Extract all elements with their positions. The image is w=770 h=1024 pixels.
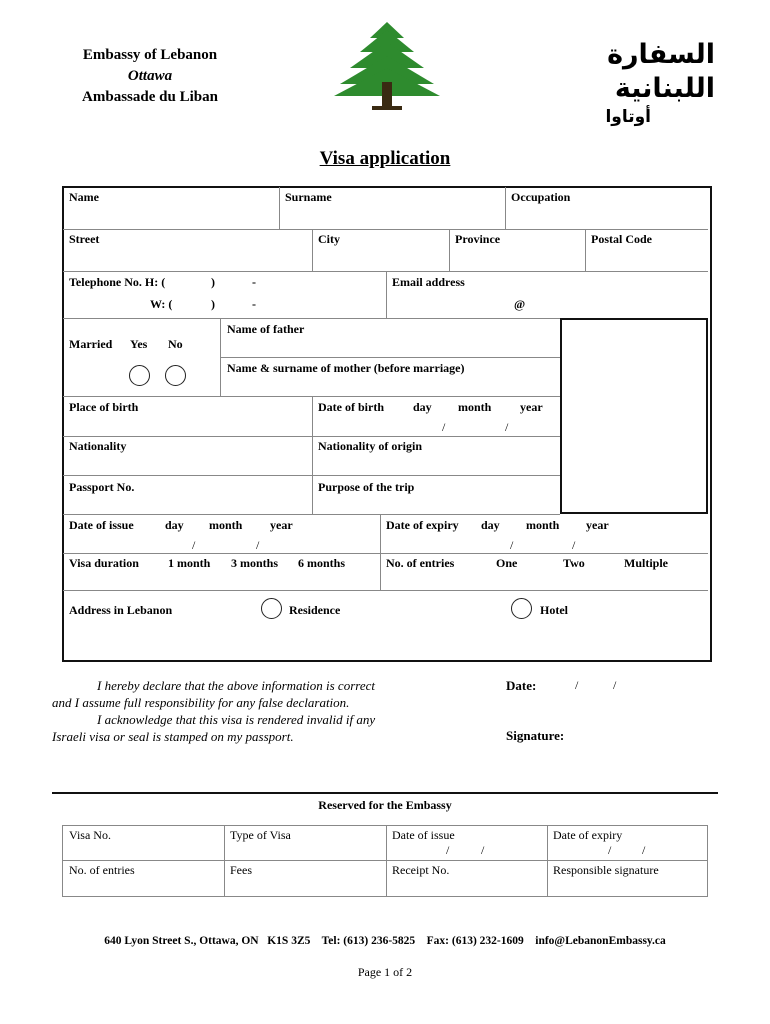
embassy-city-en: Ottawa <box>127 68 173 84</box>
embassy-name-en: Embassy of Lebanon <box>82 47 218 63</box>
reserved-receipt-no: Receipt No. <box>392 863 450 877</box>
expiry-day-label: day <box>481 518 500 532</box>
expiry-month-label: month <box>526 518 560 532</box>
embassy-city-ar: أوتاوا <box>605 107 651 127</box>
telephone-work-dash: - <box>252 297 256 311</box>
telephone-home-label: Telephone No. H: ( <box>69 275 166 289</box>
city-label: City <box>318 232 340 246</box>
place-of-birth-label: Place of birth <box>69 400 139 414</box>
reserved-responsible-signature: Responsible signature <box>553 863 659 877</box>
reserved-expiry-slash-1: / <box>608 843 612 857</box>
issue-month-label: month <box>209 518 243 532</box>
visa-duration-label: Visa duration <box>69 556 139 570</box>
reserved-visa-no: Visa No. <box>69 828 111 842</box>
telephone-home-paren: ) <box>211 275 215 289</box>
reserved-fees: Fees <box>230 863 252 877</box>
issue-slash-1: / <box>192 538 196 552</box>
nationality-origin-label: Nationality of origin <box>318 439 422 453</box>
signature-label: Signature: <box>506 728 565 743</box>
residence-label: Residence <box>289 603 341 617</box>
married-yes-label: Yes <box>130 337 148 351</box>
married-label: Married <box>69 337 113 351</box>
declaration-line-1: I hereby declare that the above information is correct <box>97 678 375 693</box>
entries-multiple: Multiple <box>624 556 668 570</box>
reserved-divider <box>52 792 718 794</box>
address-lebanon-label: Address in Lebanon <box>69 603 173 617</box>
email-label: Email address <box>392 275 465 289</box>
birth-year-label: year <box>520 400 543 414</box>
entries-label: No. of entries <box>386 556 455 570</box>
birth-slash-2: / <box>505 420 509 434</box>
nationality-label: Nationality <box>69 439 127 453</box>
occupation-label: Occupation <box>511 190 571 204</box>
declaration-line-4: Israeli visa or seal is stamped on my passport. <box>52 729 294 744</box>
telephone-work-label: W: ( <box>150 297 173 311</box>
passport-label: Passport No. <box>69 480 135 494</box>
postal-code-label: Postal Code <box>591 232 652 246</box>
purpose-label: Purpose of the trip <box>318 480 415 494</box>
expiry-slash-2: / <box>572 538 576 552</box>
telephone-work-paren: ) <box>211 297 215 311</box>
duration-6-months: 6 months <box>298 556 346 570</box>
reserved-issue-slash-2: / <box>481 843 485 857</box>
embassy-name-fr: Ambassade du Liban <box>82 89 218 105</box>
date-of-birth-label: Date of birth <box>318 400 384 414</box>
reserved-title: Reserved for the Embassy <box>318 798 452 812</box>
page-number: Page 1 of 2 <box>357 965 413 979</box>
street-label: Street <box>69 232 100 246</box>
province-label: Province <box>455 232 501 246</box>
entries-one: One <box>496 556 518 570</box>
surname-label: Surname <box>285 190 332 204</box>
birth-slash-1: / <box>442 420 446 434</box>
date-slash-1: / <box>575 678 579 692</box>
duration-1-month: 1 month <box>168 556 211 570</box>
reserved-date-of-expiry: Date of expiry <box>553 828 623 842</box>
expiry-date-label: Date of expiry <box>386 518 459 532</box>
hotel-radio[interactable] <box>511 598 532 619</box>
embassy-name-ar: السفارة اللبنانية <box>607 39 715 104</box>
married-no-label: No <box>168 337 183 351</box>
expiry-year-label: year <box>586 518 609 532</box>
hotel-label: Hotel <box>540 603 568 617</box>
telephone-home-dash: - <box>252 275 256 289</box>
married-no-radio[interactable] <box>165 365 186 386</box>
birth-day-label: day <box>413 400 432 414</box>
residence-radio[interactable] <box>261 598 282 619</box>
name-label: Name <box>69 190 99 204</box>
cedar-tree-logo <box>332 20 442 112</box>
issue-slash-2: / <box>256 538 260 552</box>
reserved-issue-slash-1: / <box>446 843 450 857</box>
declaration-line-2: and I assume full responsibility for any false declaration. <box>52 695 350 710</box>
issue-date-label: Date of issue <box>69 518 134 532</box>
embassy-header-ar <box>540 38 715 128</box>
birth-month-label: month <box>458 400 492 414</box>
father-name-label: Name of father <box>227 322 305 336</box>
date-slash-2: / <box>613 678 617 692</box>
issue-year-label: year <box>270 518 293 532</box>
duration-3-months: 3 months <box>231 556 279 570</box>
mother-name-label: Name & surname of mother (before marriage) <box>227 361 465 375</box>
entries-two: Two <box>563 556 585 570</box>
reserved-expiry-slash-2: / <box>642 843 646 857</box>
email-at: @ <box>514 297 526 311</box>
reserved-date-of-issue: Date of issue <box>392 828 455 842</box>
declaration-text <box>52 677 412 745</box>
embassy-header-en <box>40 45 260 108</box>
married-yes-radio[interactable] <box>129 365 150 386</box>
issue-day-label: day <box>165 518 184 532</box>
footer-address: 640 Lyon Street S., Ottawa, ON K1S 3Z5 Tel: (613) 236-5825 Fax: (613) 232-1609 info@LebanonEmbassy.ca <box>104 935 666 947</box>
expiry-slash-1: / <box>510 538 514 552</box>
reserved-no-entries: No. of entries <box>69 863 135 877</box>
photo-box <box>560 318 708 514</box>
page-title: Visa application <box>319 148 451 169</box>
declaration-line-3: I acknowledge that this visa is rendered invalid if any <box>97 712 376 727</box>
reserved-type-of-visa: Type of Visa <box>230 828 291 842</box>
date-label: Date: <box>506 678 537 693</box>
